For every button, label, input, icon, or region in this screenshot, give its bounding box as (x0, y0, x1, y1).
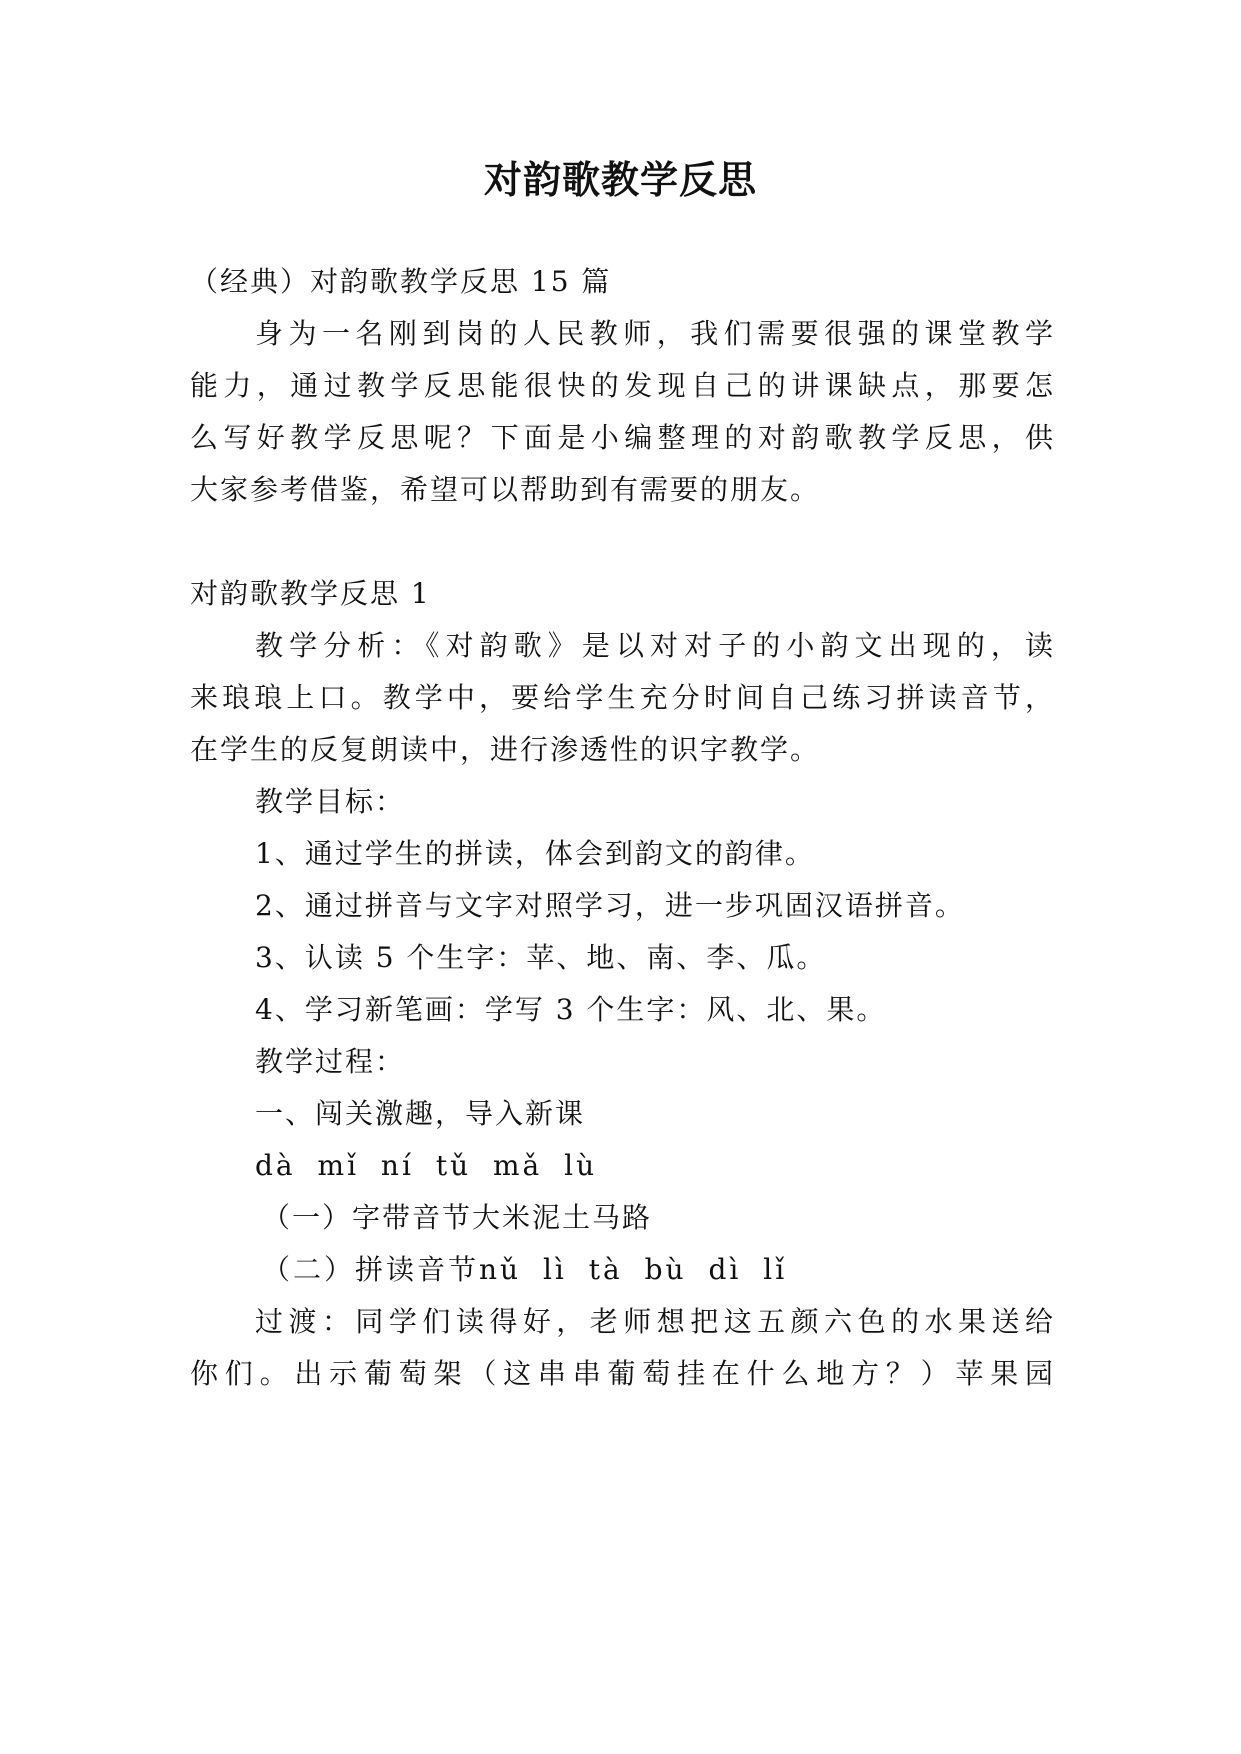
section-heading: 对韵歌教学反思 1 (190, 577, 431, 610)
intro-line-2: 能力，通过教学反思能很快的发现自己的讲课缺点，那要怎 (190, 369, 1055, 402)
process-heading: 教学过程： (255, 1045, 406, 1078)
goal-item-1: 1、通过学生的拼读，体会到韵文的韵律。 (255, 837, 815, 870)
goal-item-4: 4、学习新笔画：学写 3 个生字：风、北、果。 (255, 993, 887, 1026)
intro-line-3: 么写好教学反思呢？下面是小编整理的对韵歌教学反思，供 (190, 421, 1055, 454)
pinyin-line: dà mǐ ní tǔ mǎ lù (255, 1149, 598, 1182)
intro-line-4: 大家参考借鉴，希望可以帮助到有需要的朋友。 (190, 473, 821, 506)
analysis-line-1: 教学分析：《对韵歌》是以对对子的小韵文出现的，读 (255, 629, 1055, 662)
sub-step-one: （一）字带音节大米泥土马路 (262, 1201, 653, 1234)
step-one: 一、闯关激趣，导入新课 (255, 1097, 586, 1130)
transition-line-1: 过渡：同学们读得好，老师想把这五颜六色的水果送给 (255, 1305, 1055, 1338)
analysis-line-2: 来琅琅上口。教学中，要给学生充分时间自己练习拼读音节， (190, 681, 1055, 714)
goals-heading: 教学目标： (255, 785, 406, 818)
goal-item-3: 3、认读 5 个生字：苹、地、南、李、瓜。 (255, 941, 827, 974)
document-subtitle: （经典）对韵歌教学反思 15 篇 (190, 265, 612, 298)
transition-line-2: 你们。出示葡萄架（这串串葡萄挂在什么地方？）苹果园 (190, 1357, 1055, 1390)
document-title: 对韵歌教学反思 (483, 157, 757, 202)
goal-item-2: 2、通过拼音与文字对照学习，进一步巩固汉语拼音。 (255, 889, 965, 922)
analysis-line-3: 在学生的反复朗读中，进行渗透性的识字教学。 (190, 733, 821, 766)
intro-line-1: 身为一名刚到岗的人民教师，我们需要很强的课堂教学 (255, 317, 1055, 350)
sub-step-two: （二）拼读音节nǔ lì tà bù dì lǐ (262, 1253, 788, 1286)
